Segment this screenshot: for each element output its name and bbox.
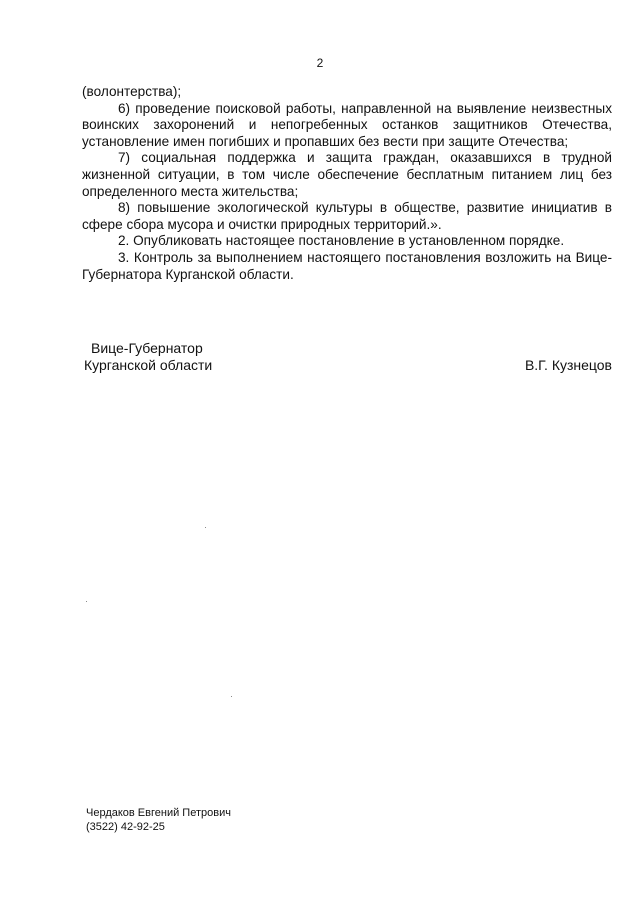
scan-speck bbox=[231, 696, 232, 697]
signatory-region: Курганской области bbox=[84, 357, 213, 373]
paragraph-item-7: 7) социальная поддержка и защита граждан, оказавшихся в трудной жизненной ситуации, в том числе обеспечение бесплатным питанием лиц без определенного места жительства; bbox=[82, 150, 612, 199]
executor-block bbox=[86, 806, 231, 834]
page-number: 2 bbox=[316, 56, 324, 70]
signatory-name: В.Г. Кузнецов bbox=[524, 357, 612, 373]
paragraph-item-8: 8) повышение экологической культуры в обществе, развитие инициатив в сфере сбора мусора и очистки природных территорий.». bbox=[82, 200, 612, 232]
paragraph-clause-2: 2. Опубликовать настоящее постановление в установленном порядке. bbox=[118, 233, 565, 249]
document-body bbox=[82, 84, 612, 283]
paragraph-clause-3: 3. Контроль за выполнением настоящего постановления возложить на Вице-Губернатора Курганской области. bbox=[82, 249, 612, 282]
scan-speck bbox=[205, 527, 206, 528]
paragraph-item-6: 6) проведение поисковой работы, направленной на выявление неизвестных воинских захоронений и непогребенных останков защитников Отечества, установление имен погибших и пропавших без вести при защите Отечества; bbox=[82, 100, 612, 149]
paragraph-continuation: (волонтерства); bbox=[82, 84, 182, 99]
executor-name: Чердаков Евгений Петрович bbox=[86, 807, 231, 819]
signatory-position: Вице-Губернатор bbox=[91, 340, 203, 356]
executor-phone: (3522) 42-92-25 bbox=[86, 821, 165, 833]
signatory-title bbox=[84, 340, 212, 374]
scan-speck bbox=[86, 601, 87, 602]
